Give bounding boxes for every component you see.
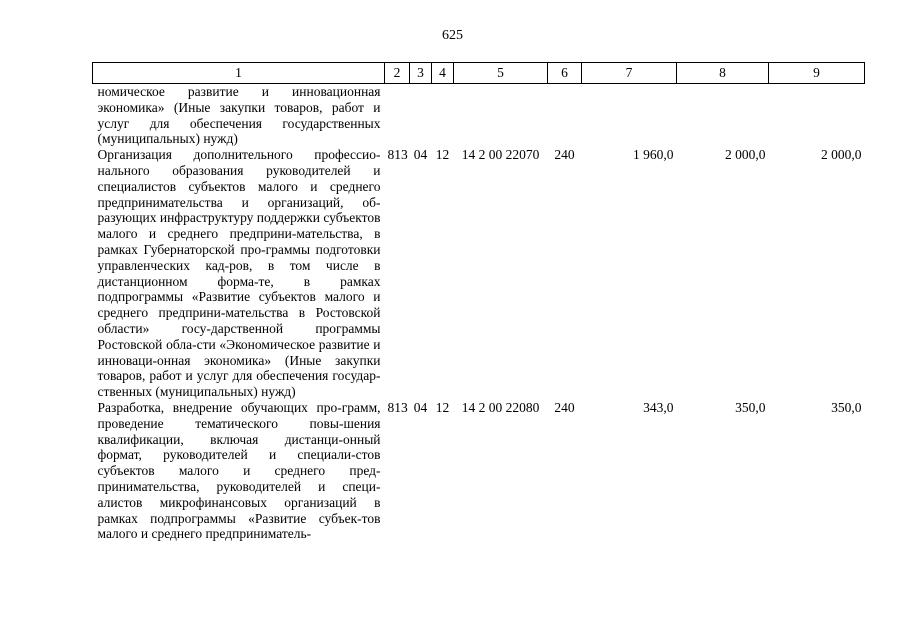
subsection-code: [432, 84, 454, 148]
budget-table: [92, 62, 865, 542]
expense-type-code: 240: [554, 147, 575, 163]
subsection-code: 12: [435, 147, 450, 163]
col-header-4: 4: [432, 63, 454, 84]
target-article-code: 14 2 00 22080: [461, 399, 540, 415]
ministry-code: [385, 84, 410, 148]
row-description: Разработка, внедрение обучающих про-грамм, проведение тематического повы-шения квалификации, включая дистанци-онный формат, руководителей и специали-стов субъектов малого и среднего пред-принимательства, руководителей и специ-алистов микрофинансовых организаций в рамках подпрограммы «Развитие субъек-тов малого и среднего предприниматель-: [97, 399, 381, 542]
amount-year-2: [677, 84, 769, 148]
col-header-7: 7: [582, 63, 677, 84]
section-code: 04: [413, 147, 428, 163]
row-description: Организация дополнительного профессио-нального образования руководителей и специалистов субъектов малого и среднего предпринимательства и организаций, об-разующих инфраструктуру поддержки субъектов малого и среднего предприни-мательства, в рамках Губернаторской про-граммы подготовки управленческих кад-ров, в том числе в дистанционном форма-те, в рамках подпрограммы «Развитие субъектов малого и среднего предприни-мательства в Ростовской области» госу-дарственной программы Ростовской обла-сти «Экономическое развитие и инноваци-онная экономика» (Иные закупки товаров, работ и услуг для обеспечения государ-ственных (муниципальных) нужд): [97, 147, 381, 400]
row-description: номическое развитие и инновационная экономика» (Иные закупки товаров, работ и услуг для обеспечения государственных (муниципальных) нужд): [97, 84, 381, 147]
amount-year-2: 2 000,0: [725, 147, 766, 163]
col-header-2: 2: [385, 63, 410, 84]
amount-year-3: [769, 84, 865, 148]
col-header-9: 9: [769, 63, 865, 84]
ministry-code: 813: [387, 147, 408, 163]
amount-year-1: 343,0: [643, 399, 674, 415]
col-header-8: 8: [677, 63, 769, 84]
col-header-6: 6: [548, 63, 582, 84]
table-row: [93, 147, 865, 400]
section-code: 04: [413, 399, 428, 415]
amount-year-3: 350,0: [831, 399, 862, 415]
page-number: 625: [442, 28, 463, 43]
col-header-5: 5: [454, 63, 548, 84]
table-header-row: [93, 63, 865, 84]
amount-year-1: [582, 84, 677, 148]
expense-type-code: [548, 84, 582, 148]
expense-type-code: 240: [554, 399, 575, 415]
target-article-code: [454, 84, 548, 148]
ministry-code: 813: [387, 399, 408, 415]
amount-year-1: 1 960,0: [633, 147, 674, 163]
table-row: [93, 84, 865, 148]
target-article-code: 14 2 00 22070: [461, 147, 540, 163]
col-header-1: 1: [93, 63, 385, 84]
amount-year-3: 2 000,0: [821, 147, 862, 163]
col-header-3: 3: [410, 63, 432, 84]
amount-year-2: 350,0: [735, 399, 766, 415]
section-code: [410, 84, 432, 148]
table-row: [93, 400, 865, 542]
subsection-code: 12: [435, 399, 450, 415]
